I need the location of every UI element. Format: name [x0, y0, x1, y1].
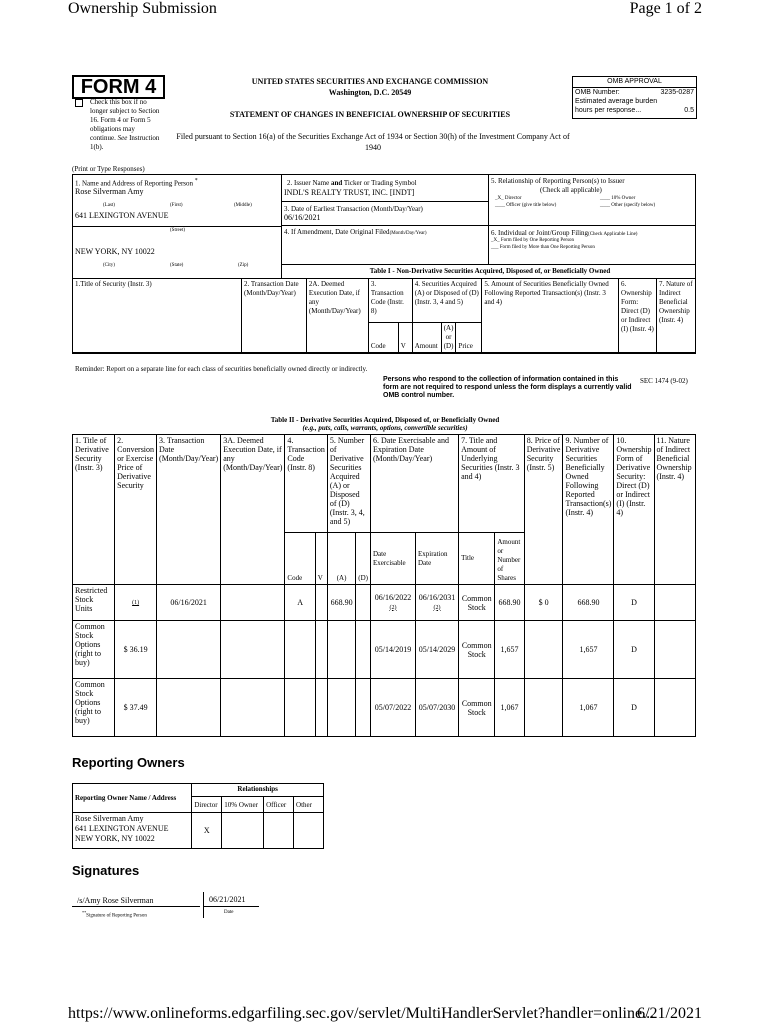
footnote-ref[interactable]: (1)	[132, 600, 140, 606]
row-price: $ 0	[524, 585, 563, 621]
ro-relationships: Relationships	[192, 784, 324, 797]
row-code: A	[285, 585, 315, 621]
sec-code: SEC 1474 (9-02)	[640, 377, 688, 385]
row-owned: 1,657	[563, 621, 614, 679]
ro-owner-address: Rose Silverman Amy 641 LEXINGTON AVENUE NEW YORK, NY 10022	[73, 813, 192, 849]
t1-a-or-d: (A) or (D)	[441, 323, 456, 353]
ro-director-col: Director	[192, 797, 222, 813]
reporting-owners-table	[72, 783, 324, 849]
signatures-heading: Signatures	[72, 863, 140, 878]
t1-h-date: 2. Transaction Date (Month/Day/Year)	[242, 279, 307, 353]
filed-pursuant: Filed pursuant to Section 16(a) of the Securities Exchange Act of 1934 or Section 30(h) of the Investment Company Act of 1940	[176, 132, 570, 152]
agency-location: Washington, D.C. 20549	[328, 88, 412, 97]
t2-date-exercisable: Date Exercisable	[371, 533, 416, 585]
omb-hours: 0.5	[684, 107, 694, 114]
t2-h-nature: 11. Nature of Indirect Beneficial Ownership (Instr. 4)	[654, 435, 695, 585]
t2-h-exercisable: 6. Date Exercisable and Expiration Date (Month/Day/Year)	[371, 435, 459, 533]
row-form: D	[614, 621, 654, 679]
table-row	[73, 679, 696, 737]
zip-label: (Zip)	[238, 263, 249, 268]
page-header-title: Ownership Submission	[68, 0, 217, 17]
ro-owner10-col: 10% Owner	[222, 797, 264, 813]
date-label: Date	[224, 910, 234, 915]
row-owned: 1,067	[563, 679, 614, 737]
row-form: D	[614, 679, 654, 737]
row-underlying: Common Stock	[459, 585, 495, 621]
t2-code: Code	[285, 533, 315, 585]
box6-label: 6. Individual or Joint/Group Filing(Check Applicable Line)	[491, 229, 638, 237]
row-form: D	[614, 585, 654, 621]
t2-h-form: 10. Ownership Form of Derivative Security: Direct (D) or Indirect (I) (Instr. 4)	[614, 435, 654, 585]
row-title: Common Stock Options (right to buy)	[73, 621, 115, 679]
footer-url[interactable]: https://www.onlineforms.edgarfiling.sec.gov/servlet/MultiHandlerServlet?handler=online...	[68, 1005, 655, 1022]
street-label: (Street)	[170, 228, 185, 233]
row-conversion: $ 37.49	[115, 679, 157, 737]
persons-notice: Persons who respond to the collection of information contained in this form are not required to respond unless the form displays a currently valid OMB control number.	[383, 376, 632, 399]
form-title: FORM 4	[72, 75, 165, 99]
omb-title: OMB APPROVAL	[573, 77, 696, 88]
table2	[72, 434, 696, 737]
row-expiration: 05/14/2029	[415, 621, 458, 679]
t1-amount: Amount	[412, 323, 441, 353]
t1-h-securities: 4. Securities Acquired (A) or Disposed of (D) (Instr. 3, 4 and 5)	[412, 279, 482, 323]
box5-label: 5. Relationship of Reporting Person(s) to Issuer	[491, 177, 625, 185]
box1-label: 1. Name and Address of Reporting Person *	[75, 178, 198, 188]
table1-title: Table I - Non-Derivative Securities Acquired, Disposed of, or Beneficially Owned	[369, 267, 611, 275]
t2-h-title: 1. Title of Derivative Security (Instr. 3)	[73, 435, 115, 585]
t1-price: Price	[456, 323, 482, 353]
omb-number: 3235-0287	[660, 89, 694, 96]
signature-label: **Signature of Reporting Person	[82, 910, 147, 919]
table2-title: Table II - Derivative Securities Acquired, Disposed of, or Beneficially Owned	[270, 416, 500, 424]
footnote-ref[interactable]: (2)	[433, 604, 441, 611]
t2-d: (D)	[356, 533, 371, 585]
reporting-owners-heading: Reporting Owners	[72, 755, 185, 770]
reporting-person-name: Rose Silverman Amy	[75, 187, 144, 196]
reminder-text: Reminder: Report on a separate line for each class of securities beneficially owned directly or indirectly.	[75, 365, 368, 373]
director-option: _X_ Director	[495, 196, 522, 201]
t2-amount-col: Amount or Number of Shares	[495, 533, 524, 585]
row-expiration: 05/07/2030	[415, 679, 458, 737]
table1	[72, 278, 696, 353]
ro-director-mark: X	[192, 813, 222, 849]
row-amount: 668.90	[495, 585, 524, 621]
t2-h-date: 3. Transaction Date (Month/Day/Year)	[157, 435, 221, 585]
row-exercisable: 06/16/2022 (2)	[371, 585, 416, 621]
row-amount: 1,067	[495, 679, 524, 737]
reporting-person-street: 641 LEXINGTON AVENUE	[75, 211, 169, 220]
t2-v: V	[315, 533, 327, 585]
t1-code: Code	[368, 323, 398, 353]
t2-h-code: 4. Transaction Code (Instr. 8)	[285, 435, 327, 533]
signature-value: /s/Amy Rose Silverman	[77, 896, 154, 905]
ro-other-col: Other	[294, 797, 324, 813]
t2-h-number: 5. Number of Derivative Securities Acquired (A) or Disposed of (D) (Instr. 3, 4, and 5)	[327, 435, 370, 533]
first-label: (First)	[170, 203, 183, 208]
officer-option: ____ Officer (give title below)	[495, 203, 557, 208]
row-expiration: 06/16/2031 (2)	[415, 585, 458, 621]
ro-name-col: Reporting Owner Name / Address	[73, 784, 192, 813]
table-row	[73, 621, 696, 679]
row-exercisable: 05/14/2019	[371, 621, 416, 679]
omb-approval-box	[572, 76, 697, 119]
last-label: (Last)	[103, 203, 115, 208]
more-persons-option: ___ Form filed by More than One Reporting Person	[491, 245, 595, 250]
issuer-name: INDL'S REALTY TRUST, INC. [INDT]	[284, 188, 415, 197]
row-underlying: Common Stock	[459, 679, 495, 737]
row-date: 06/16/2021	[157, 585, 221, 621]
middle-label: (Middle)	[234, 203, 252, 208]
other-option: ____ Other (specify below)	[600, 203, 656, 208]
no-longer-subject-checkbox[interactable]	[75, 99, 83, 107]
box3-label: 3. Date of Earliest Transaction (Month/Day/Year)	[284, 205, 423, 213]
omb-number-label: OMB Number:	[575, 89, 620, 96]
box2-label: 2. Issuer Name and Ticker or Trading Symbol	[287, 179, 417, 187]
row-conversion	[115, 585, 157, 621]
table-row	[73, 813, 324, 849]
one-person-option: _X_ Form filed by One Reporting Person	[491, 238, 575, 243]
row-conversion: $ 36.19	[115, 621, 157, 679]
t1-h-ownership-form: 6. Ownership Form: Direct (D) or Indirect (I) (Instr. 4)	[619, 279, 657, 353]
omb-burden-label: Estimated average burden	[575, 98, 658, 105]
footer-date: 6/21/2021	[637, 1005, 702, 1022]
t2-h-owned: 9. Number of Derivative Securities Beneficially Owned Following Reported Transaction(s) (Instr. 4)	[563, 435, 614, 585]
t1-h-amount-owned: 5. Amount of Securities Beneficially Owned Following Reported Transaction(s) (Instr. 3 and 4)	[482, 279, 619, 353]
print-note: (Print or Type Responses)	[72, 165, 145, 173]
table2-subtitle: (e.g., puts, calls, warrants, options, convertible securities)	[302, 424, 468, 432]
t2-a: (A)	[327, 533, 355, 585]
t1-v: V	[398, 323, 412, 353]
box4-label: 4. If Amendment, Date Original Filed(Month/Day/Year)	[284, 228, 427, 236]
box5-sub: (Check all applicable)	[540, 186, 602, 194]
agency-name: UNITED STATES SECURITIES AND EXCHANGE COMMISSION	[251, 77, 489, 86]
footnote-ref[interactable]: (2)	[389, 604, 397, 611]
page-number: Page 1 of 2	[629, 0, 702, 17]
city-label: (City)	[103, 263, 115, 268]
ro-officer-col: Officer	[264, 797, 294, 813]
t2-expiration-date: Expiration Date	[415, 533, 458, 585]
row-title: Restricted Stock Units	[73, 585, 115, 621]
row-title: Common Stock Options (right to buy)	[73, 679, 115, 737]
row-acquired: 668.90	[327, 585, 355, 621]
t1-h-nature: 7. Nature of Indirect Beneficial Ownership (Instr. 4)	[656, 279, 695, 353]
row-exercisable: 05/07/2022	[371, 679, 416, 737]
reporting-person-city: NEW YORK, NY 10022	[75, 247, 155, 256]
row-amount: 1,657	[495, 621, 524, 679]
row-underlying: Common Stock	[459, 621, 495, 679]
t2-h-underlying: 7. Title and Amount of Underlying Securities (Instr. 3 and 4)	[459, 435, 525, 533]
omb-hours-label: hours per response...	[575, 107, 642, 114]
t2-h-conversion: 2. Conversion or Exercise Price of Derivative Security	[115, 435, 157, 585]
signature-date: 06/21/2021	[209, 895, 246, 904]
t2-h-price: 8. Price of Derivative Security (Instr. 5)	[524, 435, 563, 585]
earliest-transaction-date: 06/16/2021	[284, 213, 321, 222]
t1-h-title: 1.Title of Security (Instr. 3)	[73, 279, 242, 353]
t2-title-col: Title	[459, 533, 495, 585]
state-label: (State)	[170, 263, 184, 268]
check-box-label: Check this box if no longer subject to Section 16. Form 4 or Form 5 obligations may continue. See Instruction 1(b).	[90, 98, 160, 151]
row-owned: 668.90	[563, 585, 614, 621]
t1-h-code: 3. Transaction Code (Instr. 8)	[368, 279, 412, 323]
t1-h-deemed: 2A. Deemed Execution Date, if any (Month/Day/Year)	[306, 279, 368, 353]
t2-h-deemed: 3A. Deemed Execution Date, if any (Month/Day/Year)	[221, 435, 285, 585]
table-row	[73, 585, 696, 621]
ten-pct-owner-option: ____ 10% Owner	[600, 196, 636, 201]
statement-title: STATEMENT OF CHANGES IN BENEFICIAL OWNERSHIP OF SECURITIES	[229, 110, 511, 119]
